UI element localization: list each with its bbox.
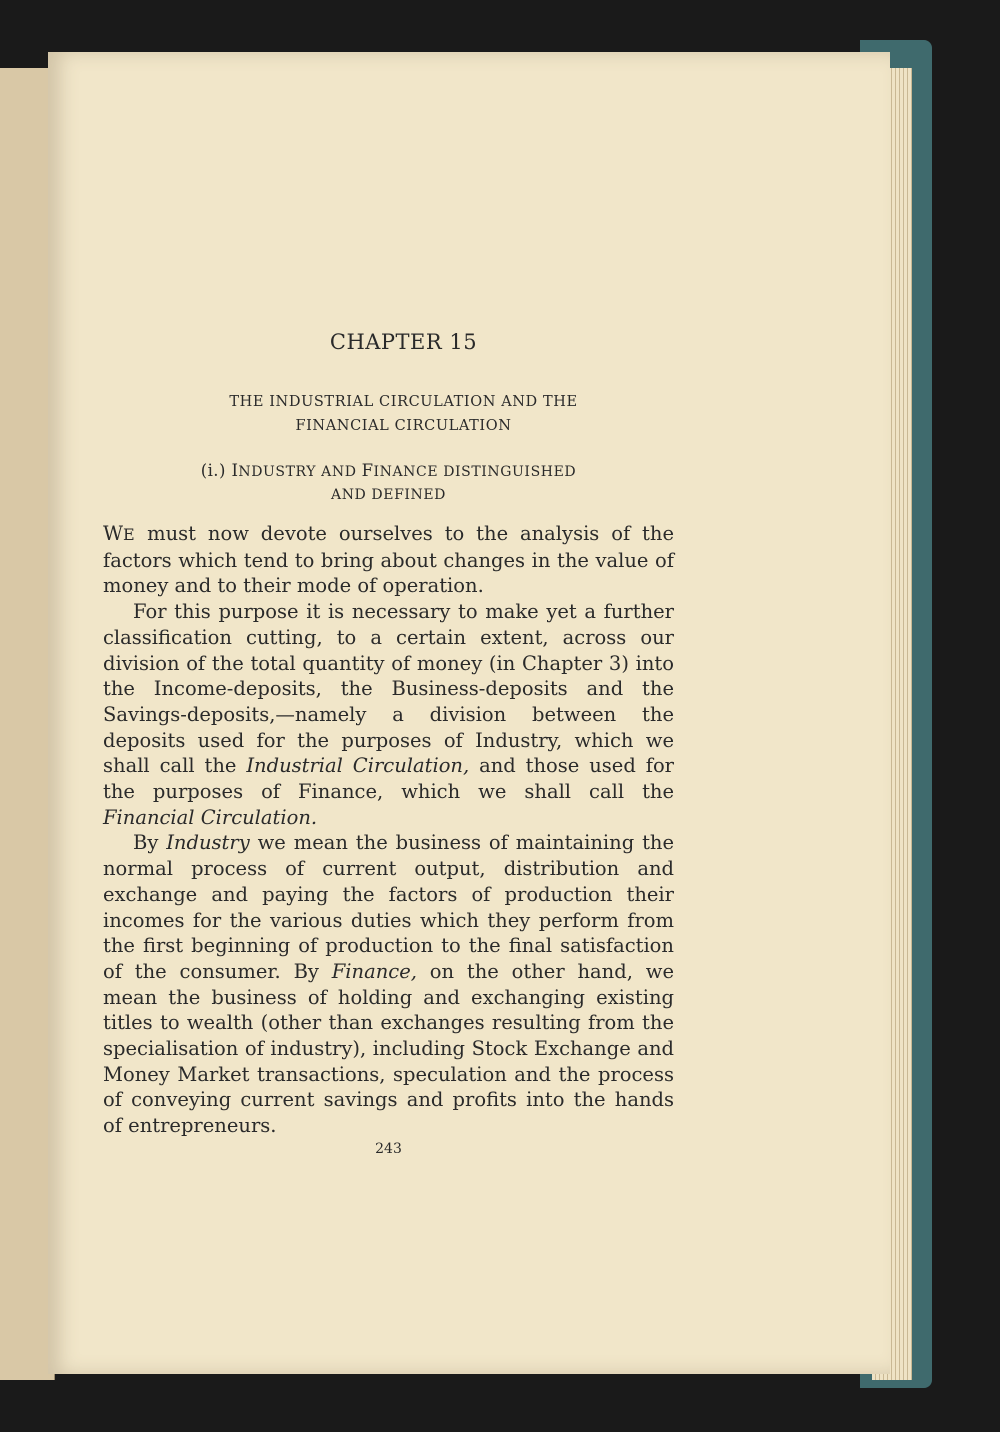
paragraph-3-text-c: on the other hand, we mean the business of holding and exchanging existing titles to wealth (other than exchanges resulting from the specialisation of industry), including Stock Exchange and Money Market transactions, speculation and the process of conveying current savings and profits into the hands of entrepreneurs. [103,959,674,1138]
section-heading-line-1 [103,459,674,484]
paragraph-3-text-b: we mean the business of maintaining the normal process of current output, distribution and exchange and paying the factors of production their incomes for the various duties which they perform from the first beginning of production to the final satisfaction of the consumer. By [103,831,674,983]
paragraph-2-emphasis-2: Financial Circulation. [103,805,318,829]
section-caps-1: NDUSTRY AND [238,464,362,480]
paragraph-1-initial: W [103,522,124,545]
section-heading-line-2: AND DEFINED [330,487,447,503]
paragraph-2-text-a: For this purpose it is necessary to make yet a further classification cutting, to a certain extent, across our division of the total quantity of money (in Chapter 3) into the Income-deposits, the Business-deposits and the Savings-deposits,—namely a division between the deposits used for the purposes of Industry, which we shall call the [103,600,674,778]
section-heading [103,459,674,507]
body-text [103,521,674,1139]
section-number: (i.) [200,461,232,480]
paragraph-2-emphasis-1: Industrial Circulation, [246,754,470,778]
section-caps-2: INANCE DISTINGUISHED [373,464,577,480]
paragraph-3-emphasis-2: Finance, [331,959,417,983]
paragraph-3-text-a: By [133,831,167,855]
left-page-edge [0,68,55,1380]
paragraph-1 [103,521,674,599]
paragraph-2 [103,599,674,830]
chapter-title-line-2: FINANCIAL CIRCULATION [295,418,512,434]
section-initial-1: I [231,461,239,480]
paragraph-1-text: must now devote ourselves to the analysis of the factors which tend to bring about changes in the value of money and to their mode of operation. [103,522,674,598]
page-number: 243 [375,1140,402,1157]
page-content [103,330,674,1157]
paragraph-2-text-b: and those used for the purposes of Finance, which we shall call the [103,754,675,804]
chapter-title [133,390,674,438]
chapter-title-line-1: THE INDUSTRIAL CIRCULATION AND THE [229,394,578,410]
section-initial-2: F [361,461,374,480]
chapter-heading: CHAPTER 15 [329,330,478,354]
paragraph-1-initial-rest: E [123,525,136,544]
paragraph-3-emphasis-1: Industry [166,831,250,855]
paragraph-3 [103,830,674,1138]
